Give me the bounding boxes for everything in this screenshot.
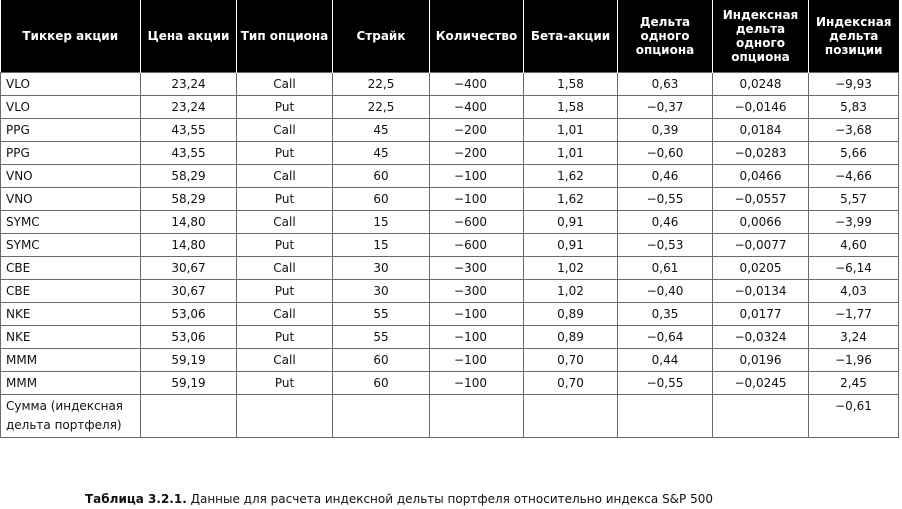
cell-position-index-delta: 5,83 (809, 96, 899, 119)
cell-option-delta: −0,55 (618, 188, 713, 211)
total-empty-cell (237, 395, 333, 438)
cell-option-type: Call (237, 257, 333, 280)
cell-quantity: −600 (430, 234, 524, 257)
cell-quantity: −300 (430, 280, 524, 303)
col-header-beta: Бета-акции (524, 0, 618, 73)
cell-option-index-delta: −0,0077 (713, 234, 809, 257)
table-row (1, 142, 899, 165)
cell-ticker: NKE (1, 326, 141, 349)
cell-price: 58,29 (141, 188, 237, 211)
cell-option-delta: 0,46 (618, 165, 713, 188)
cell-price: 59,19 (141, 372, 237, 395)
cell-option-type: Put (237, 142, 333, 165)
cell-price: 53,06 (141, 303, 237, 326)
table-row (1, 119, 899, 142)
cell-option-index-delta: −0,0283 (713, 142, 809, 165)
cell-price: 14,80 (141, 234, 237, 257)
table-row (1, 372, 899, 395)
cell-position-index-delta: −9,93 (809, 73, 899, 96)
cell-ticker: VLO (1, 73, 141, 96)
cell-option-type: Call (237, 165, 333, 188)
cell-option-delta: 0,63 (618, 73, 713, 96)
cell-beta: 1,01 (524, 119, 618, 142)
cell-beta: 0,89 (524, 303, 618, 326)
total-empty-cell (141, 395, 237, 438)
cell-beta: 1,62 (524, 188, 618, 211)
cell-position-index-delta: −4,66 (809, 165, 899, 188)
cell-quantity: −400 (430, 96, 524, 119)
cell-price: 14,80 (141, 211, 237, 234)
cell-price: 30,67 (141, 257, 237, 280)
table-row (1, 211, 899, 234)
cell-option-type: Put (237, 326, 333, 349)
cell-quantity: −300 (430, 257, 524, 280)
cell-position-index-delta: 3,24 (809, 326, 899, 349)
cell-ticker: MMM (1, 349, 141, 372)
caption-label: Таблица 3.2.1. (85, 492, 187, 506)
cell-option-index-delta: 0,0205 (713, 257, 809, 280)
cell-quantity: −100 (430, 372, 524, 395)
cell-position-index-delta: −3,68 (809, 119, 899, 142)
cell-position-index-delta: −6,14 (809, 257, 899, 280)
table-row (1, 326, 899, 349)
total-empty-cell (333, 395, 430, 438)
cell-option-index-delta: −0,0324 (713, 326, 809, 349)
cell-ticker: CBE (1, 257, 141, 280)
table-row (1, 257, 899, 280)
cell-strike: 60 (333, 372, 430, 395)
cell-strike: 60 (333, 349, 430, 372)
cell-strike: 30 (333, 280, 430, 303)
cell-option-index-delta: −0,0245 (713, 372, 809, 395)
cell-beta: 0,70 (524, 349, 618, 372)
cell-ticker: VNO (1, 188, 141, 211)
cell-price: 30,67 (141, 280, 237, 303)
cell-option-type: Put (237, 96, 333, 119)
cell-position-index-delta: 4,60 (809, 234, 899, 257)
cell-price: 43,55 (141, 119, 237, 142)
cell-option-index-delta: 0,0248 (713, 73, 809, 96)
cell-price: 23,24 (141, 73, 237, 96)
cell-position-index-delta: −1,96 (809, 349, 899, 372)
cell-strike: 15 (333, 234, 430, 257)
cell-position-index-delta: 5,57 (809, 188, 899, 211)
table-row (1, 73, 899, 96)
cell-price: 23,24 (141, 96, 237, 119)
cell-strike: 60 (333, 165, 430, 188)
cell-strike: 45 (333, 119, 430, 142)
total-value: −0,61 (809, 395, 899, 438)
cell-beta: 0,89 (524, 326, 618, 349)
cell-option-type: Call (237, 349, 333, 372)
cell-quantity: −100 (430, 349, 524, 372)
header-row (1, 0, 899, 73)
cell-option-delta: 0,44 (618, 349, 713, 372)
cell-position-index-delta: −3,99 (809, 211, 899, 234)
col-header-option-delta: Дельта одного опциона (618, 0, 713, 73)
table-caption (85, 492, 713, 506)
cell-price: 59,19 (141, 349, 237, 372)
total-empty-cell (713, 395, 809, 438)
table-row (1, 234, 899, 257)
cell-beta: 0,70 (524, 372, 618, 395)
cell-option-index-delta: 0,0177 (713, 303, 809, 326)
cell-strike: 30 (333, 257, 430, 280)
cell-option-delta: 0,35 (618, 303, 713, 326)
table-row (1, 188, 899, 211)
cell-strike: 15 (333, 211, 430, 234)
col-header-position-index-delta: Индексная дельта позиции (809, 0, 899, 73)
cell-beta: 1,58 (524, 96, 618, 119)
cell-strike: 22,5 (333, 96, 430, 119)
cell-beta: 1,02 (524, 280, 618, 303)
cell-quantity: −100 (430, 326, 524, 349)
cell-quantity: −600 (430, 211, 524, 234)
col-header-option-type: Тип опциона (237, 0, 333, 73)
col-header-option-index-delta: Индексная дельта одного опциона (713, 0, 809, 73)
cell-option-type: Call (237, 303, 333, 326)
cell-option-type: Put (237, 372, 333, 395)
cell-strike: 60 (333, 188, 430, 211)
cell-position-index-delta: 2,45 (809, 372, 899, 395)
cell-price: 53,06 (141, 326, 237, 349)
cell-ticker: CBE (1, 280, 141, 303)
cell-beta: 1,02 (524, 257, 618, 280)
total-empty-cell (524, 395, 618, 438)
cell-position-index-delta: 5,66 (809, 142, 899, 165)
cell-ticker: VNO (1, 165, 141, 188)
cell-option-delta: 0,39 (618, 119, 713, 142)
cell-ticker: SYMC (1, 234, 141, 257)
cell-strike: 22,5 (333, 73, 430, 96)
cell-position-index-delta: −1,77 (809, 303, 899, 326)
cell-option-index-delta: −0,0557 (713, 188, 809, 211)
cell-quantity: −100 (430, 165, 524, 188)
cell-quantity: −400 (430, 73, 524, 96)
cell-beta: 0,91 (524, 211, 618, 234)
cell-option-type: Call (237, 211, 333, 234)
cell-option-type: Put (237, 188, 333, 211)
cell-quantity: −100 (430, 303, 524, 326)
table-body (1, 73, 899, 395)
cell-ticker: VLO (1, 96, 141, 119)
cell-option-delta: −0,53 (618, 234, 713, 257)
cell-option-delta: −0,55 (618, 372, 713, 395)
total-empty-cell (618, 395, 713, 438)
col-header-ticker: Тиккер акции (1, 0, 141, 73)
table-row (1, 349, 899, 372)
cell-option-index-delta: 0,0196 (713, 349, 809, 372)
cell-option-delta: −0,37 (618, 96, 713, 119)
cell-option-delta: −0,60 (618, 142, 713, 165)
cell-quantity: −100 (430, 188, 524, 211)
caption-text: Данные для расчета индексной дельты портфеля относительно индекса S&P 500 (190, 492, 713, 506)
cell-strike: 55 (333, 326, 430, 349)
cell-beta: 1,58 (524, 73, 618, 96)
cell-ticker: NKE (1, 303, 141, 326)
cell-ticker: PPG (1, 119, 141, 142)
cell-option-delta: −0,40 (618, 280, 713, 303)
col-header-strike: Страйк (333, 0, 430, 73)
table-row (1, 165, 899, 188)
cell-strike: 45 (333, 142, 430, 165)
cell-option-type: Call (237, 119, 333, 142)
cell-option-type: Put (237, 234, 333, 257)
cell-option-type: Call (237, 73, 333, 96)
cell-strike: 55 (333, 303, 430, 326)
total-empty-cell (430, 395, 524, 438)
cell-ticker: PPG (1, 142, 141, 165)
cell-option-index-delta: −0,0146 (713, 96, 809, 119)
cell-beta: 1,01 (524, 142, 618, 165)
cell-quantity: −200 (430, 142, 524, 165)
cell-position-index-delta: 4,03 (809, 280, 899, 303)
cell-option-index-delta: 0,0184 (713, 119, 809, 142)
table-row (1, 280, 899, 303)
cell-option-delta: 0,61 (618, 257, 713, 280)
table-row (1, 96, 899, 119)
total-row (1, 395, 899, 438)
cell-ticker: MMM (1, 372, 141, 395)
cell-beta: 0,91 (524, 234, 618, 257)
cell-option-type: Put (237, 280, 333, 303)
cell-beta: 1,62 (524, 165, 618, 188)
col-header-price: Цена акции (141, 0, 237, 73)
col-header-quantity: Количество (430, 0, 524, 73)
table-row (1, 303, 899, 326)
cell-option-index-delta: 0,0466 (713, 165, 809, 188)
cell-option-index-delta: 0,0066 (713, 211, 809, 234)
cell-option-delta: −0,64 (618, 326, 713, 349)
cell-ticker: SYMC (1, 211, 141, 234)
cell-price: 58,29 (141, 165, 237, 188)
cell-option-delta: 0,46 (618, 211, 713, 234)
cell-quantity: −200 (430, 119, 524, 142)
cell-option-index-delta: −0,0134 (713, 280, 809, 303)
cell-price: 43,55 (141, 142, 237, 165)
total-label: Сумма (индексная дельта портфеля) (1, 395, 141, 438)
